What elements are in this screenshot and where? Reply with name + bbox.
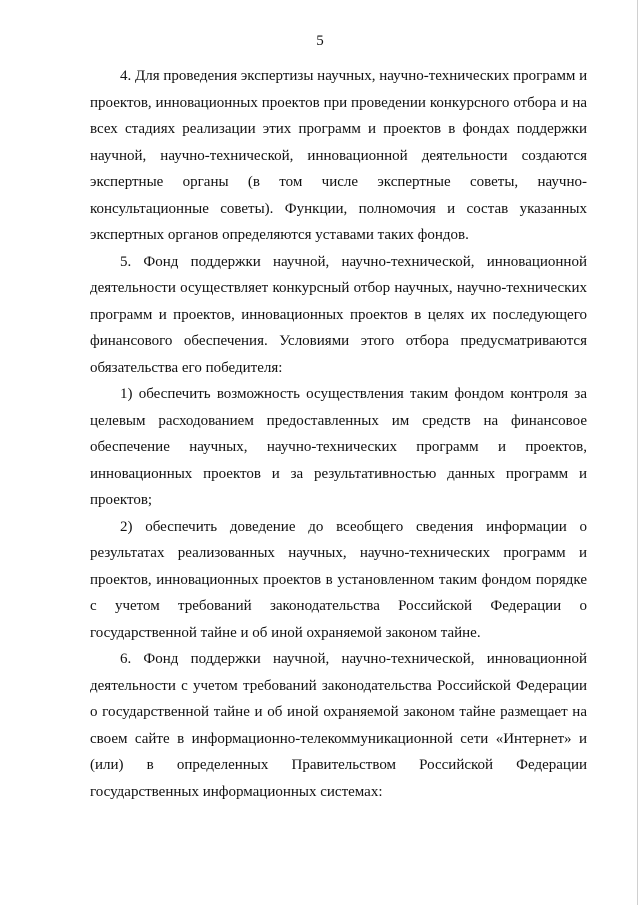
text-line: 5. Фонд поддержки научной, научно-технической, инновационной — [120, 253, 587, 270]
text-line: обеспечение научных, научно-технических программ и проектов, — [90, 439, 587, 455]
text-line: 6. Фонд поддержки научной, научно-технической, инновационной — [120, 651, 587, 667]
text-line: инновационных проектов и за результативностью данных программ и — [90, 465, 587, 482]
text-line: государственных информационных системах: — [90, 783, 383, 800]
paragraph-5-competitive-selection — [90, 249, 587, 382]
text-line: целевым расходованием предоставленных им средств на финансовое — [90, 412, 587, 429]
text-line: научной, научно-технической, инновационной деятельности создаются — [90, 147, 587, 164]
document-body — [90, 63, 587, 805]
text-line: консультационные советы). Функции, полномочия и состав указанных — [90, 200, 587, 217]
text-line: финансового обеспечения. Условиями этого отбора предусматриваются — [90, 333, 587, 349]
text-line: результатах реализованных научных, научно-технических программ и — [90, 545, 587, 561]
text-line: 2) обеспечить доведение до всеобщего сведения информации о — [120, 518, 587, 535]
text-line: (или) в определенных Правительством Российской Федерации — [90, 757, 587, 773]
page-number: 5 — [316, 33, 324, 49]
paragraph-4-expert-bodies — [90, 63, 587, 249]
text-line: о государственной тайне и об иной охраняемой законом тайне размещает на — [90, 704, 587, 720]
text-line: своем сайте в информационно-телекоммуникационной сети «Интернет» и — [90, 730, 587, 747]
text-line: 4. Для проведения экспертизы научных, научно-технических программ и — [120, 68, 588, 84]
text-line: обязательства его победителя: — [90, 359, 283, 376]
text-line: всех стадиях реализации этих программ и проектов в фондах поддержки — [90, 121, 587, 137]
text-line: деятельности с учетом требований законодательства Российской Федерации — [90, 677, 587, 694]
paragraph-6-publication — [90, 646, 587, 805]
text-line: государственной тайне и об иной охраняемой законом тайне. — [90, 624, 481, 641]
paragraph-item-2-disclosure — [90, 514, 587, 647]
text-line: проектов, инновационных проектов в установленном таким фондом порядке — [90, 571, 587, 588]
text-line: программ и проектов, инновационных проектов в целях их последующего — [90, 306, 587, 323]
text-line: деятельности осуществляет конкурсный отбор научных, научно-технических — [90, 280, 587, 296]
text-line: экспертных органов определяются уставами таких фондов. — [90, 227, 469, 243]
paragraph-item-1-control — [90, 381, 587, 514]
text-line: с учетом требований законодательства Российской Федерации о — [90, 598, 587, 614]
text-line: 1) обеспечить возможность осуществления таким фондом контроля за — [120, 386, 587, 402]
text-line: проектов, инновационных проектов при проведении конкурсного отбора и на — [90, 94, 587, 111]
text-line: проектов; — [90, 492, 153, 508]
page-edge-line — [637, 0, 638, 905]
text-line: экспертные органы (в том числе экспертные советы, научно- — [90, 174, 587, 190]
